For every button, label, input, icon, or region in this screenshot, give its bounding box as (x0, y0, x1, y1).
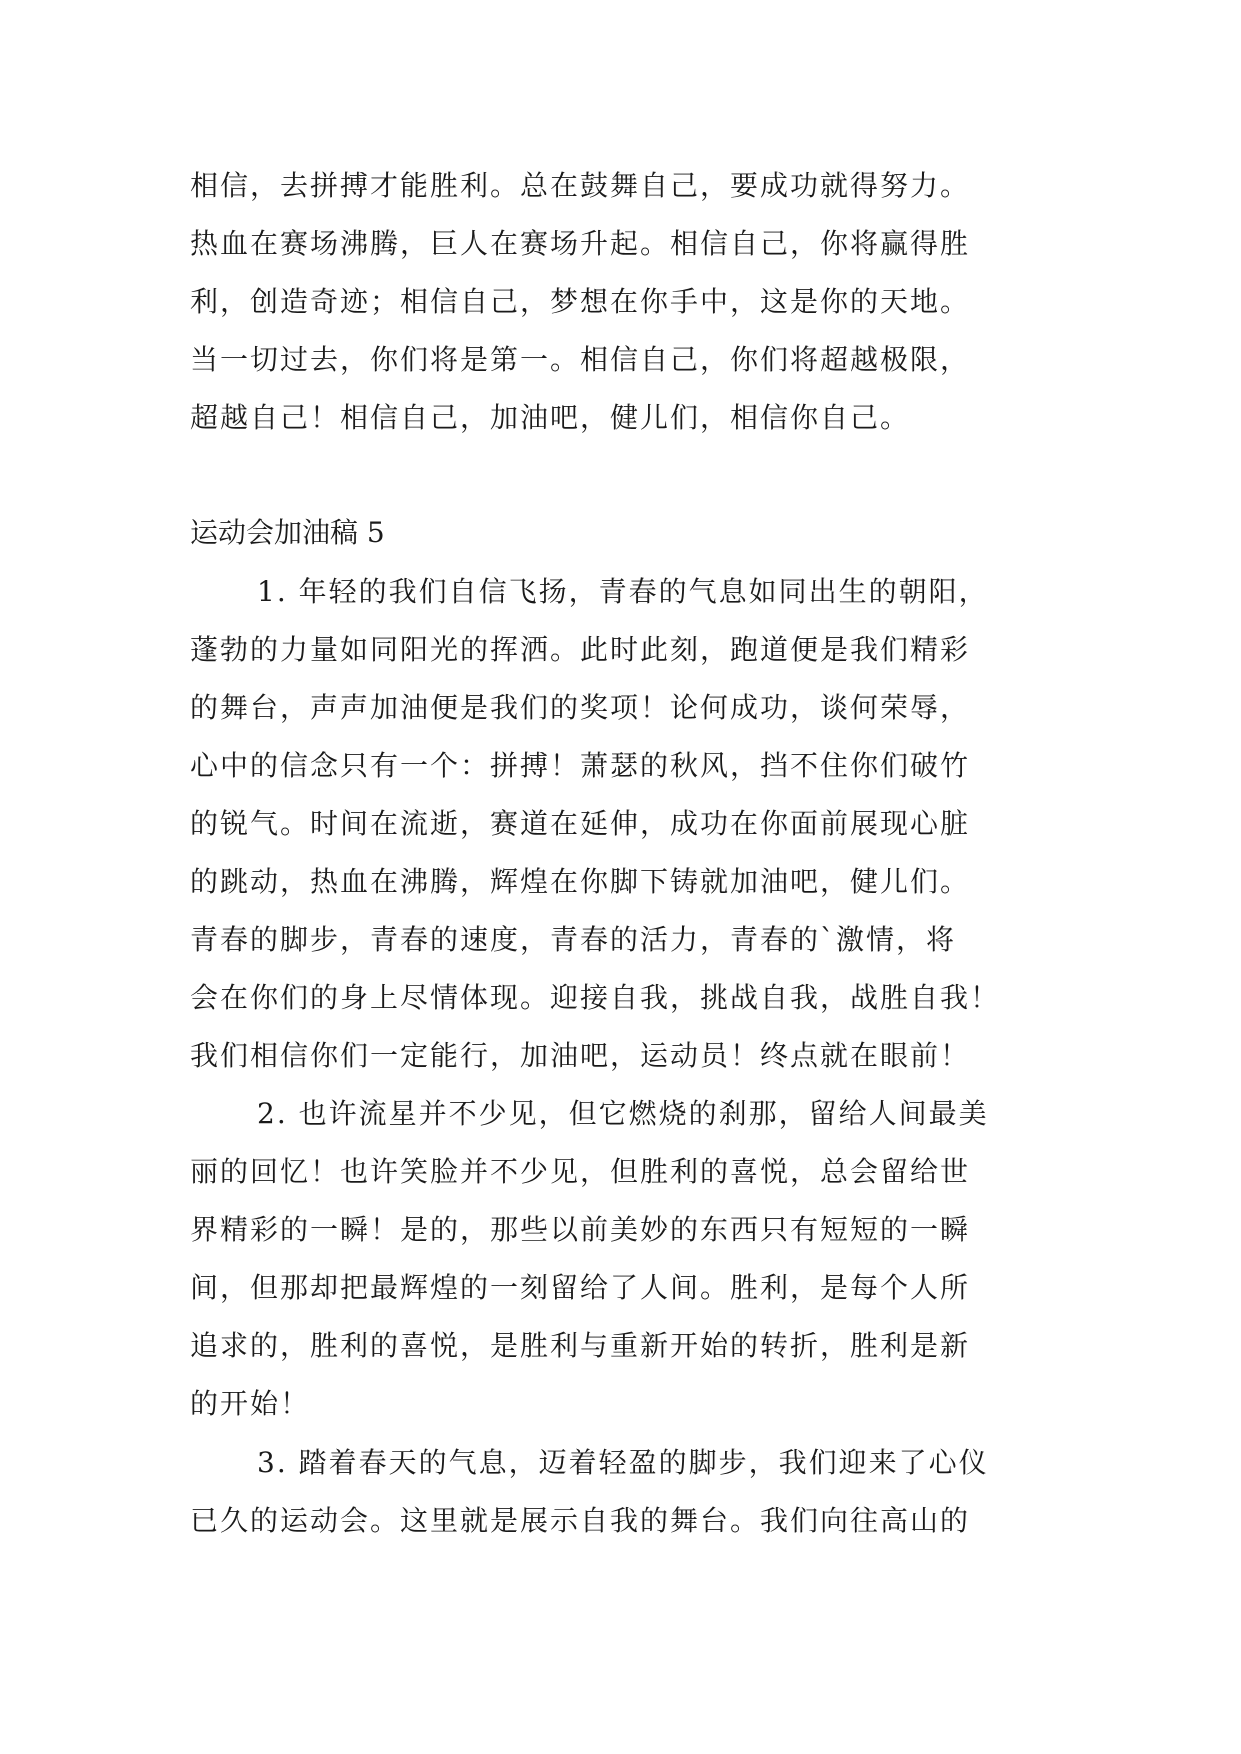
intro-line-5: 超越自己！相信自己，加油吧，健儿们，相信你自己。 (190, 401, 911, 434)
intro-line-1: 相信，去拼搏才能胜利。总在鼓舞自己，要成功就得努力。 (190, 169, 971, 202)
item2-line-3: 界精彩的一瞬！是的，那些以前美妙的东西只有短短的一瞬 (190, 1213, 971, 1246)
item1-line-4: 心中的信念只有一个：拼搏！萧瑟的秋风，挡不住你们破竹 (190, 749, 971, 782)
intro-line-2: 热血在赛场沸腾，巨人在赛场升起。相信自己，你将赢得胜 (190, 227, 971, 260)
section-title: 运动会加油稿 5 (190, 516, 385, 549)
item1-line-9: 我们相信你们一定能行，加油吧，运动员！终点就在眼前！ (190, 1039, 971, 1072)
item1-line-3: 的舞台，声声加油便是我们的奖项！论何成功，谈何荣辱， (190, 691, 971, 724)
item1-line-6: 的跳动，热血在沸腾，辉煌在你脚下铸就加油吧，健儿们。 (190, 865, 971, 898)
item2-line-5: 追求的，胜利的喜悦，是胜利与重新开始的转折，胜利是新 (190, 1329, 971, 1362)
item3-line-1: 3. 踏着春天的气息，迈着轻盈的脚步，我们迎来了心仪 (257, 1446, 989, 1479)
intro-line-3: 利，创造奇迹；相信自己，梦想在你手中，这是你的天地。 (190, 285, 971, 318)
item1-line-8: 会在你们的身上尽情体现。迎接自我，挑战自我，战胜自我！ (190, 981, 1001, 1014)
item2-line-6: 的开始！ (190, 1387, 311, 1420)
item2-line-1: 2. 也许流星并不少见，但它燃烧的刹那，留给人间最美 (257, 1097, 989, 1130)
intro-line-4: 当一切过去，你们将是第一。相信自己，你们将超越极限， (190, 343, 971, 376)
item2-line-2: 丽的回忆！也许笑脸并不少见，但胜利的喜悦，总会留给世 (190, 1155, 971, 1188)
item2-line-4: 间，但那却把最辉煌的一刻留给了人间。胜利，是每个人所 (190, 1271, 971, 1304)
item3-line-2: 已久的运动会。这里就是展示自我的舞台。我们向往高山的 (190, 1504, 971, 1537)
item1-line-5: 的锐气。时间在流逝，赛道在延伸，成功在你面前展现心脏 (190, 807, 971, 840)
item1-line-1: 1. 年轻的我们自信飞扬，青春的气息如同出生的朝阳， (257, 575, 989, 608)
item1-line-7: 青春的脚步，青春的速度，青春的活力，青春的`激情，将 (190, 923, 957, 956)
item1-line-2: 蓬勃的力量如同阳光的挥洒。此时此刻，跑道便是我们精彩 (190, 633, 971, 666)
